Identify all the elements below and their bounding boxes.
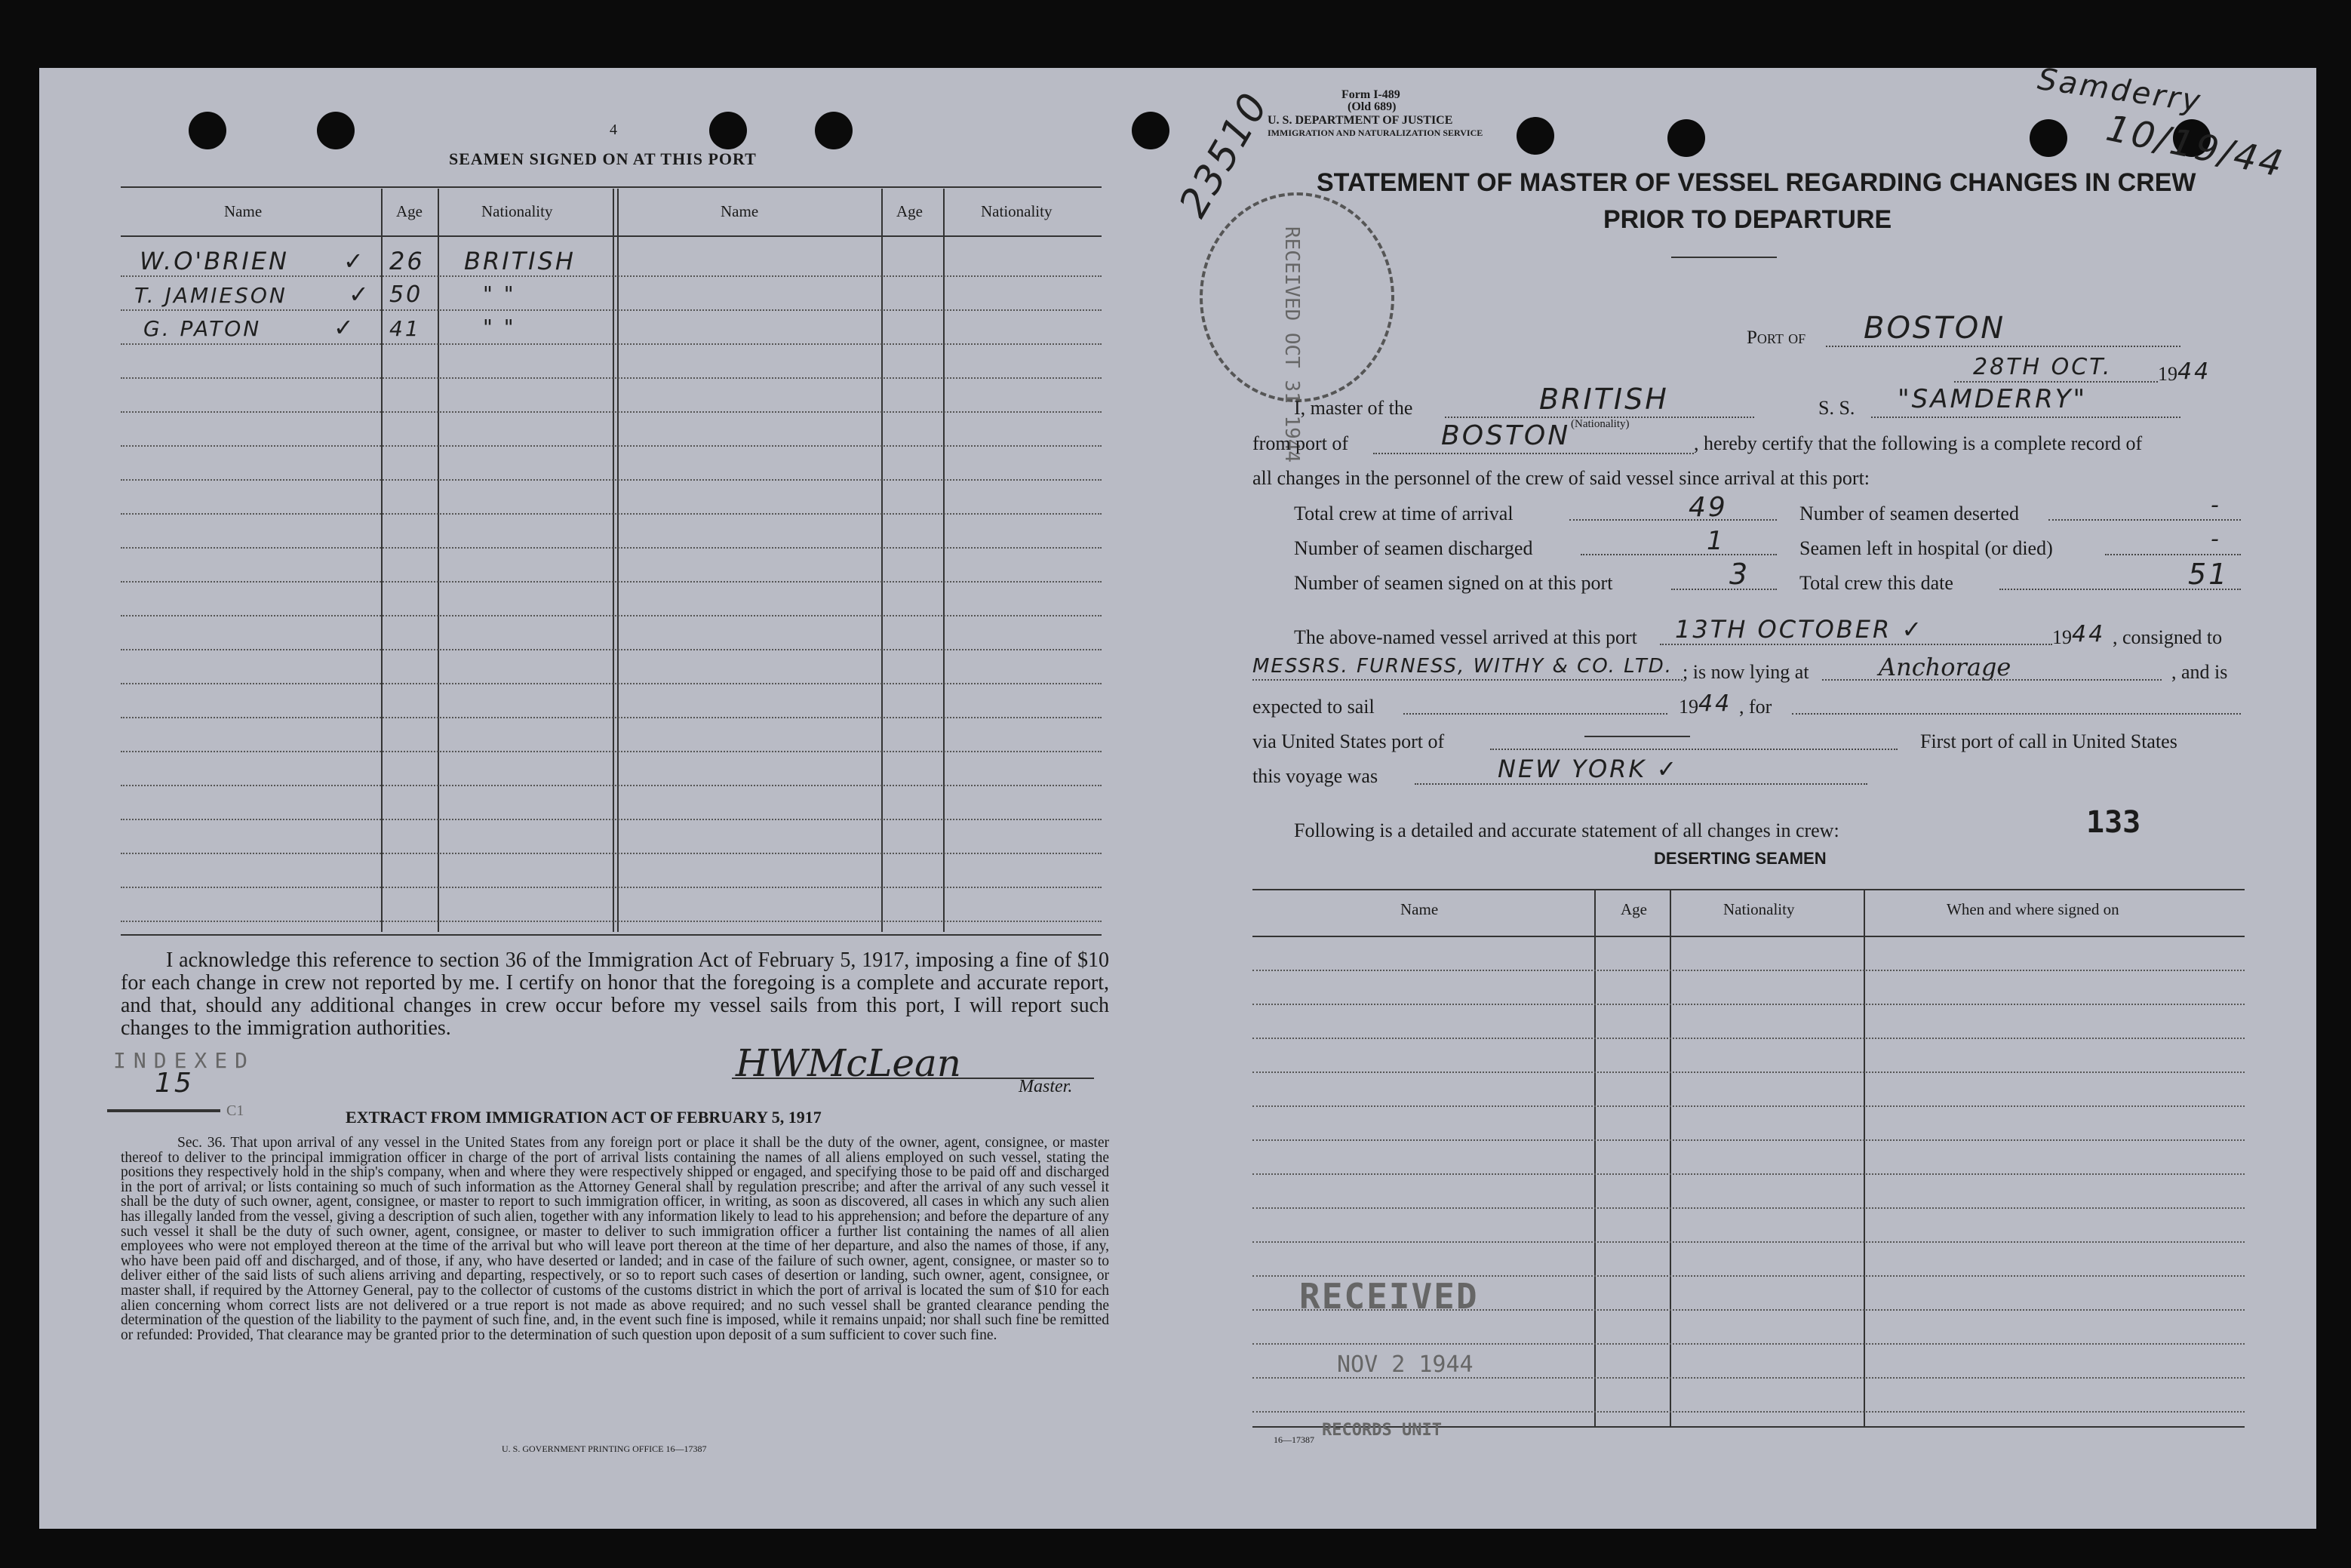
certify-text-2: all changes in the personnel of the crew of said vessel since arrival at this port: bbox=[1252, 467, 1870, 489]
form-code: 16—17387 bbox=[1274, 1434, 1314, 1445]
total-crew-date: 51 bbox=[2188, 558, 2230, 591]
master-signature: HWMcLean bbox=[736, 1041, 961, 1085]
port-value: BOSTON bbox=[1864, 311, 2006, 346]
discharged-label: Number of seamen discharged bbox=[1294, 537, 1533, 559]
received-date-2: NOV 2 1944 bbox=[1337, 1351, 1474, 1378]
check-mark: ✓ bbox=[343, 247, 366, 275]
ss-label: S. S. bbox=[1818, 397, 1855, 419]
arrived-value: 13TH OCTOBER ✓ bbox=[1675, 615, 1925, 644]
punch-hole bbox=[1517, 117, 1554, 155]
sail-year-prefix: 19 bbox=[1679, 696, 1698, 718]
seaman-name: W.O'BRIEN bbox=[140, 247, 289, 275]
check-mark: ✓ bbox=[349, 280, 371, 309]
records-unit: RECORDS UNIT bbox=[1322, 1421, 1442, 1440]
arrived-year-prefix: 19 bbox=[2052, 626, 2072, 648]
punch-hole bbox=[317, 112, 355, 149]
via-strike bbox=[1584, 736, 1690, 737]
page-count: 133 bbox=[2086, 805, 2141, 840]
col-header-age-2: Age bbox=[896, 202, 923, 220]
seaman-age: 26 bbox=[389, 247, 425, 275]
form-number: Form I-489 bbox=[1341, 88, 1400, 101]
arrived-label: The above-named vessel arrived at this port bbox=[1294, 626, 1637, 648]
lying-value: Anchorage bbox=[1879, 653, 2011, 681]
for-label: , for bbox=[1739, 696, 1772, 718]
form-title-line2: PRIOR TO DEPARTURE bbox=[1603, 205, 1892, 234]
col-header-nationality-2: Nationality bbox=[981, 202, 1053, 220]
corner-note: Samderry bbox=[2035, 61, 2205, 120]
received-stamp: RECEIVED OCT 31 1944 bbox=[1280, 226, 1303, 463]
nationality-value: BRITISH bbox=[1539, 383, 1669, 416]
seaman-age: 41 bbox=[389, 316, 421, 341]
seamen-signed-heading: SEAMEN SIGNED ON AT THIS PORT bbox=[449, 149, 757, 168]
col-header-name-2: Name bbox=[721, 202, 759, 220]
deserting-col-signed-on: When and where signed on bbox=[1947, 900, 2119, 918]
acknowledgement-paragraph: I acknowledge this reference to section 36 of the Immigration Act of February 5, 1917, imposing a fine of $10 for each change in crew not reported by me. I certify on honor that the foregoing is a complete and accurate report, and that, should any additional changes in crew occur before my vessel sails from this port, I will report such changes to the immigration authorities. bbox=[121, 948, 1109, 1040]
indexed-stamp: INDEXED bbox=[113, 1048, 256, 1073]
discharged-value: 1 bbox=[1707, 526, 1726, 556]
consigned-label: , consigned to bbox=[2113, 626, 2223, 648]
total-crew-arrival: 49 bbox=[1689, 492, 1728, 523]
master-of-label: I, master of the bbox=[1294, 397, 1413, 419]
printing-office: U. S. GOVERNMENT PRINTING OFFICE 16—17387 bbox=[502, 1443, 707, 1454]
indexed-suffix: C1 bbox=[226, 1102, 244, 1119]
seaman-nationality: " " bbox=[483, 315, 516, 340]
arrived-year: 44 bbox=[2072, 621, 2106, 647]
deserting-col-nationality: Nationality bbox=[1723, 900, 1795, 918]
ss-value: "SAMDERRY" bbox=[1898, 384, 2088, 414]
extract-title: EXTRACT FROM IMMIGRATION ACT OF FEBRUARY 5, 1917 bbox=[346, 1108, 822, 1127]
voyage-value: NEW YORK ✓ bbox=[1498, 755, 1680, 783]
year-prefix: 19 bbox=[2158, 363, 2177, 385]
punch-hole bbox=[2030, 119, 2067, 157]
total-crew-arrival-label: Total crew at time of arrival bbox=[1294, 503, 1514, 524]
punch-hole bbox=[815, 112, 853, 149]
seaman-name: G. PATON bbox=[143, 316, 262, 341]
received-stamp-2: RECEIVED bbox=[1299, 1276, 1479, 1317]
col-header-name: Name bbox=[224, 202, 263, 220]
signed-on-label: Number of seamen signed on at this port bbox=[1294, 572, 1613, 594]
voyage-label: this voyage was bbox=[1252, 765, 1378, 787]
deserted-value: - bbox=[2211, 492, 2221, 518]
and-is-label: , and is bbox=[2171, 661, 2228, 683]
form-title-line1: STATEMENT OF MASTER OF VESSEL REGARDING CHANGES IN CREW bbox=[1317, 168, 2196, 197]
punch-hole bbox=[1667, 119, 1705, 157]
nationality-caption: (Nationality) bbox=[1571, 418, 1630, 430]
expected-label: expected to sail bbox=[1252, 696, 1375, 718]
from-port-label: from port of bbox=[1252, 432, 1349, 454]
department-name: U. S. DEPARTMENT OF JUSTICE bbox=[1268, 114, 1453, 127]
port-label: Port of bbox=[1747, 327, 1806, 348]
first-port-label: First port of call in United States bbox=[1920, 730, 2177, 752]
deserting-col-age: Age bbox=[1621, 900, 1647, 918]
page-number: 4 bbox=[610, 121, 617, 138]
sail-year: 44 bbox=[1698, 690, 1732, 717]
master-label: Master. bbox=[1019, 1077, 1073, 1096]
index-rule bbox=[107, 1109, 220, 1112]
corner-date: 10/19/44 bbox=[2102, 106, 2288, 186]
col-header-nationality: Nationality bbox=[481, 202, 553, 220]
col-header-age: Age bbox=[396, 202, 423, 220]
deserted-label: Number of seamen deserted bbox=[1799, 503, 2019, 524]
deserting-col-name: Name bbox=[1400, 900, 1439, 918]
seaman-name: T. JAMIESON bbox=[134, 283, 287, 308]
punch-hole bbox=[709, 112, 747, 149]
year-value: 44 bbox=[2177, 358, 2211, 385]
total-crew-date-label: Total crew this date bbox=[1799, 572, 1953, 594]
file-number: 23510 bbox=[1170, 84, 1278, 225]
form-old: (Old 689) bbox=[1348, 100, 1397, 113]
punch-hole bbox=[1132, 112, 1169, 149]
date-value: 28TH OCT. bbox=[1973, 354, 2113, 380]
service-name: IMMIGRATION AND NATURALIZATION SERVICE bbox=[1268, 128, 1483, 138]
check-mark: ✓ bbox=[333, 313, 356, 342]
seaman-nationality: BRITISH bbox=[464, 247, 576, 275]
from-port-value: BOSTON bbox=[1441, 420, 1571, 451]
punch-hole bbox=[189, 112, 226, 149]
extract-text: Sec. 36. That upon arrival of any vessel in the United States from any foreign port or place it shall be the duty of the owner, agent, consignee, or master thereof to deliver to the principal immigration officer in charge of the port of arrival lists containing the names of all aliens employed on such vessel, stating the positions they respectively hold in the ship's company, when and where they were respectively shipped or engaged, and specifying those to be paid off and discharged in the port of arrival; or lists containing so much of such information as the Attorney General shall by regulation prescribe; and after the arrival of any such vessel it shall be the duty of such owner, agent, consignee, or master to report to such immigration officer, in writing, as soon as discovered, all cases in which any such alien has illegally landed from the vessel, giving a description of such alien, together with any information likely to lead to his apprehension; and before the departure of any such vessel it shall be the duty of such owner, agent, consignee, or master to deliver to such immigration officer a further list containing the names of all alien employees who were not employed thereon at the time of the arrival but who will leave port thereon at the time of her departure, and also the names of those, if any, who have been paid off and discharged, and of those, if any, who have deserted or landed; and in case of the failure of such owner, agent, consignee, or master so to deliver either of the said lists of such aliens arriving and departing, respectively, or so to report such cases of desertion or landing, such owner, agent, consignee, or master shall, if required by the Attorney General, pay to the collector of customs of the customs district in which the port of arrival is located the sum of $10 for each alien concerning whom correct lists are not delivered or a true report is not made as above required; and no such vessel shall be granted clearance pending the determination of the question of the liability to the payment of such fine, and, in the event such fine is imposed, while it remains unpaid; nor shall such fine be remitted or refunded: Provided, That clearance may be granted prior to the determination of such question upon deposit of a sum sufficient to cover such fine. bbox=[121, 1135, 1109, 1343]
hospital-label: Seamen left in hospital (or died) bbox=[1799, 537, 2053, 559]
via-label: via United States port of bbox=[1252, 730, 1445, 752]
indexed-mark: 15 bbox=[155, 1068, 194, 1099]
title-rule bbox=[1671, 257, 1777, 258]
lying-label: ; is now lying at bbox=[1683, 661, 1809, 683]
seaman-age: 50 bbox=[389, 281, 423, 308]
deserting-heading: DESERTING SEAMEN bbox=[1654, 849, 1827, 868]
hospital-value: - bbox=[2211, 526, 2221, 552]
following-label: Following is a detailed and accurate statement of all changes in crew: bbox=[1294, 819, 1839, 841]
seaman-nationality: " " bbox=[483, 281, 516, 306]
consignee-value: MESSRS. FURNESS, WITHY & CO. LTD. bbox=[1252, 655, 1673, 678]
certify-text: , hereby certify that the following is a complete record of bbox=[1694, 432, 2143, 454]
signed-on-value: 3 bbox=[1729, 558, 1750, 591]
